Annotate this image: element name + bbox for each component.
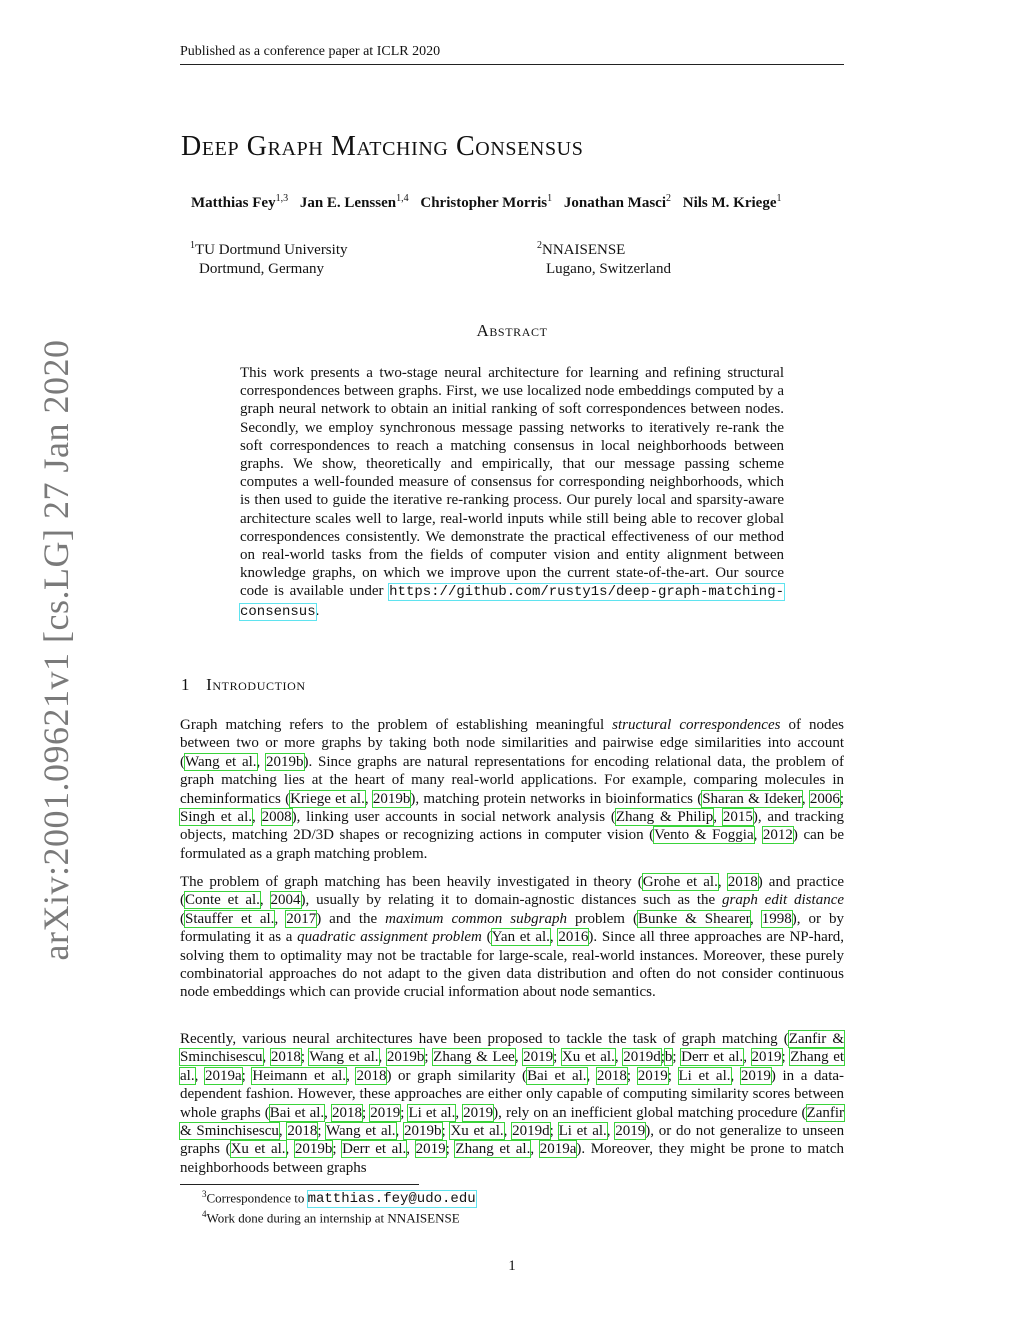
text-run: ), rely on an inefficient global matching procedure ( — [493, 1104, 807, 1121]
text-run: problem ( — [566, 910, 638, 927]
citation-link[interactable]: Zanfir & Sminchisescu — [180, 1031, 844, 1066]
citation-link[interactable]: Li et al. — [408, 1104, 456, 1121]
citation-link[interactable]: 2019 — [523, 1049, 554, 1066]
text-run: ; — [300, 1049, 310, 1066]
citation-link[interactable]: 2018 — [270, 1049, 301, 1066]
text-run: , — [278, 1123, 288, 1140]
text-run: , — [285, 1141, 295, 1158]
citation-link[interactable]: Derr et al. — [342, 1141, 407, 1158]
abstract-text: This work presents a two-stage neural architecture for learning and refining structural correspondences between graphs. First, we use localized node embeddings computed by a graph neural network to obtain an initial ranking of soft correspondences between nodes. Secondly, we employ synchronous message passing networks to iteratively re-rank the soft correspondences to reach a matching consensus in local neighborhoods between graphs. We show, theoretically and empirically, that our message passing scheme computes a well-founded measure of consensus for corresponding neighborhoods, which is then used to guide the iterative re-ranking process. Our purely local and sparsity-aware architecture scales well to large, real-world inputs while still being able to recover global correspondences consistently. We demonstrate the practical effectiveness of our method on real-world tasks from the fields of computer vision and entity alignment between knowledge graphs, on which we improve upon the current state-of-the-art. Our source code is available under https://github.com/rusty1s/deep-graph-matching-consensus. — [240, 365, 785, 620]
emphasized-term: maximum common subgraph — [385, 910, 567, 927]
citation-link[interactable]: 2019 — [370, 1104, 401, 1121]
text-run: , — [753, 827, 763, 844]
running-header: Published as a conference paper at ICLR 2020 — [180, 44, 441, 59]
paragraph-3 — [180, 1030, 844, 1177]
text-run: , — [503, 1123, 513, 1140]
text-run: , — [395, 1123, 405, 1140]
text-run: ; — [424, 1049, 434, 1066]
citation-link[interactable]: Xu et al. — [230, 1141, 286, 1158]
text-run: , — [614, 1049, 624, 1066]
text-run: , — [530, 1141, 540, 1158]
text-run: Recently, various neural architectures have been proposed to tackle the task of graph matching ( — [180, 1031, 789, 1047]
footnote-3: $^3$Correspondence to matthias.fey@udo.edu — [202, 1189, 476, 1208]
citation-link[interactable]: 1998 — [761, 910, 792, 927]
citation-link[interactable]: 2018 — [356, 1067, 387, 1084]
citation-link[interactable]: 2019 — [415, 1141, 446, 1158]
text-run: ), or by formulating it as a — [180, 910, 844, 946]
text-run: ), and tracking objects, matching 2D/3D shapes or recognizing actions in computer vision ( — [180, 809, 844, 844]
author-list — [191, 193, 789, 212]
citation-link[interactable]: Heimann et al. — [252, 1067, 347, 1084]
emphasized-term: graph edit distance — [722, 892, 845, 909]
citation-link[interactable]: 2019d — [512, 1123, 550, 1140]
text-run: ; — [839, 790, 845, 807]
citation-link[interactable]: 2012 — [762, 827, 793, 844]
text-run: , — [378, 1049, 387, 1066]
text-run: ), usually by relating it to domain-agnostic distances such as the — [300, 892, 722, 909]
text-run: ) and the — [316, 910, 386, 927]
text-run: , — [262, 1049, 271, 1066]
text-run: ) and practice ( — [180, 874, 845, 909]
text-run: , — [274, 910, 287, 927]
author: Jonathan Masci$^2$ — [563, 193, 671, 211]
section-heading-introduction: 1 Introduction — [181, 675, 306, 694]
text-run: ) can be formulated as a graph matching problem. — [180, 827, 844, 862]
citation-link[interactable]: 2018 — [331, 1104, 362, 1121]
text-run: ; — [781, 1049, 791, 1066]
text-run: ). Moreover, they might be prone to match neighborhoods between graphs — [180, 1141, 845, 1176]
citation-link[interactable]: 2016 — [558, 929, 589, 946]
text-run: ) or graph similarity ( — [386, 1067, 528, 1084]
text-run: ; — [441, 1123, 451, 1140]
citation-link[interactable]: 2018 — [287, 1123, 318, 1140]
citation-link[interactable]: Zhang & Philip — [615, 809, 714, 826]
citation-link[interactable]: 2019b — [372, 790, 411, 807]
citation-link[interactable]: Yan et al. — [491, 929, 550, 946]
citation-link[interactable]: Zanfir & Sminchisescu — [180, 1104, 845, 1140]
citation-link[interactable]: 2017 — [286, 910, 317, 927]
citation-link[interactable]: Vento & Foggia — [654, 827, 754, 844]
citation-link[interactable]: Kriege et al. — [290, 790, 365, 807]
text-run: , — [406, 1141, 416, 1158]
email-link[interactable]: matthias.fey@udo.edu — [307, 1191, 476, 1208]
text-run: , — [750, 910, 762, 927]
citation-link[interactable]: 2019b — [266, 753, 304, 770]
text-run: , — [586, 1067, 597, 1084]
text-run: , — [259, 892, 271, 909]
text-run: , — [514, 1049, 524, 1066]
citation-link[interactable]: 2019b — [294, 1141, 333, 1158]
text-run: ), matching protein networks in bioinformatics ( — [410, 790, 703, 807]
citation-link[interactable]: 2019d — [623, 1049, 661, 1066]
citation-link[interactable]: Li et al. — [558, 1123, 607, 1140]
text-run: ; — [553, 1049, 562, 1066]
paragraph-1 — [180, 716, 844, 863]
header-rule — [180, 64, 844, 65]
text-run: The problem of graph matching has been heavily investigated in theory ( — [180, 874, 643, 890]
citation-link[interactable]: Wang et al. — [309, 1049, 379, 1066]
text-run: ; — [626, 1067, 638, 1084]
text-run: , — [801, 790, 810, 807]
text-run: ). Since all three approaches are NP-hard, solving them to optimality may not be tractable for large-scale, real-world instances. Moreover, these purely combinatorial approaches do not adapt to the given data distribution and often do not consider continuous node embeddings which can provide crucial information about node semantics. — [180, 929, 845, 1001]
citation-link[interactable]: Wang et al. — [326, 1123, 396, 1140]
emphasized-term: quadratic assignment problem — [297, 929, 482, 946]
text-run: ), linking user accounts in social network analysis ( — [291, 809, 616, 826]
affiliation-2: $^2$NNAISENSE Lugano, Switzerland — [537, 240, 671, 277]
citation-link[interactable]: Zhang et al. — [180, 1049, 845, 1084]
text-run: Graph matching refers to the problem of establishing meaningful — [180, 717, 613, 733]
text-run: ; — [672, 1049, 682, 1066]
author: Christopher Morris$^1$ — [420, 193, 553, 211]
text-run: ), or do not generalize to unseen graphs ( — [180, 1123, 845, 1158]
text-run: ; — [361, 1104, 371, 1121]
citation-link[interactable]: Bai et al. — [527, 1067, 587, 1084]
citation-link[interactable]: 2006 — [809, 790, 840, 807]
citation-link[interactable]: 2019b — [386, 1049, 425, 1066]
text-run: ). Since graphs are natural representations for encoding relational data, the problem of graph matching lies at the heart of many real-world applications. For example, comparing molecules in cheminformatics ( — [180, 753, 845, 807]
text-run: ; — [660, 1049, 665, 1066]
citation-link[interactable]: 2004 — [270, 892, 301, 909]
text-run: , — [455, 1104, 464, 1121]
text-run: ; — [400, 1104, 409, 1121]
emphasized-term: structural correspondences — [612, 717, 781, 733]
abstract-heading: Abstract — [476, 321, 548, 340]
citation-link[interactable]: Conte et al. — [185, 892, 260, 909]
citation-link[interactable]: Wang et al. — [185, 753, 257, 770]
text-run: ; — [317, 1123, 327, 1140]
citation-link[interactable]: Li et al. — [678, 1067, 731, 1084]
arxiv-identifier: arXiv:2001.09621v1 [cs.LG] 27 Jan 2020 — [36, 339, 76, 961]
citation-link[interactable]: 2019 — [751, 1049, 782, 1066]
citation-link[interactable]: Grohe et al. — [642, 874, 718, 890]
text-run: ; — [445, 1141, 456, 1158]
author: Matthias Fey$^{1,3}$ — [191, 193, 289, 211]
author: Nils M. Kriege$^1$ — [682, 193, 782, 211]
footnote-rule — [180, 1184, 419, 1185]
citation-link[interactable]: Bai et al. — [269, 1104, 325, 1121]
citation-link[interactable]: Xu et al. — [561, 1049, 615, 1066]
text-run: ; — [549, 1123, 559, 1140]
citation-link[interactable]: Singh et al. — [180, 809, 253, 826]
text-run: , — [364, 790, 373, 807]
affiliation-1: $^1$TU Dortmund University Dortmund, Germany — [190, 240, 348, 277]
text-run: , — [713, 809, 723, 826]
text-run: , — [549, 929, 559, 946]
author: Jan E. Lenssen$^{1,4}$ — [299, 193, 409, 211]
text-run: ; — [332, 1141, 343, 1158]
paragraph-2 — [180, 873, 844, 1002]
citation-link[interactable]: Stauffer et al. — [185, 910, 275, 927]
text-run: , — [194, 1067, 205, 1084]
citation-link[interactable]: Bunke & Shearer — [637, 910, 750, 927]
text-run: , — [324, 1104, 332, 1121]
text-run: , — [730, 1067, 741, 1084]
citation-link[interactable]: 2015 — [722, 809, 753, 826]
text-run: of nodes between two or more graphs by taking both node similarities and pairwise edge similarities into account ( — [180, 717, 845, 770]
citation-link[interactable]: 2019b — [404, 1123, 442, 1140]
citation-link[interactable]: Derr et al. — [681, 1049, 744, 1066]
citation-link[interactable]: 2019a — [204, 1067, 242, 1084]
citation-link[interactable]: b — [664, 1049, 673, 1066]
citation-link[interactable]: 2019 — [740, 1067, 771, 1084]
text-run: ( — [481, 929, 492, 946]
citation-link[interactable]: Sharan & Ideker — [702, 790, 802, 807]
text-run: , — [717, 874, 728, 890]
text-run: ; — [241, 1067, 253, 1084]
text-run: , — [256, 753, 267, 770]
citation-link[interactable]: 2019 — [615, 1123, 646, 1140]
citation-link[interactable]: 2018 — [727, 874, 758, 890]
text-run: , — [252, 809, 262, 826]
text-run: ) in a data-dependent fashion. However, these approaches are either only capable of computing similarity scores between whole graphs ( — [180, 1067, 845, 1121]
citation-link[interactable]: 2018 — [596, 1067, 627, 1084]
text-run: ( — [180, 910, 185, 927]
citation-link[interactable]: 2019 — [463, 1104, 494, 1121]
text-run: ; — [667, 1067, 679, 1084]
citation-link[interactable]: Zhang & Lee — [433, 1049, 515, 1066]
citation-link[interactable]: 2008 — [261, 809, 292, 826]
page-number: 1 — [508, 1258, 516, 1274]
citation-link[interactable]: Zhang et al. — [455, 1141, 531, 1158]
citation-link[interactable]: Xu et al. — [450, 1123, 504, 1140]
paper-title: Deep Graph Matching Consensus — [181, 131, 584, 162]
citation-link[interactable]: 2019a — [539, 1141, 577, 1158]
source-code-link[interactable]: https://github.com/rusty1s/deep-graph-matching-consensus — [240, 584, 785, 620]
text-run: , — [606, 1123, 616, 1140]
text-run: , — [346, 1067, 357, 1084]
footnote-4: $^4$Work done during an internship at NNAISENSE — [202, 1209, 460, 1226]
citation-link[interactable]: 2019 — [637, 1067, 668, 1084]
text-run: , — [743, 1049, 752, 1066]
